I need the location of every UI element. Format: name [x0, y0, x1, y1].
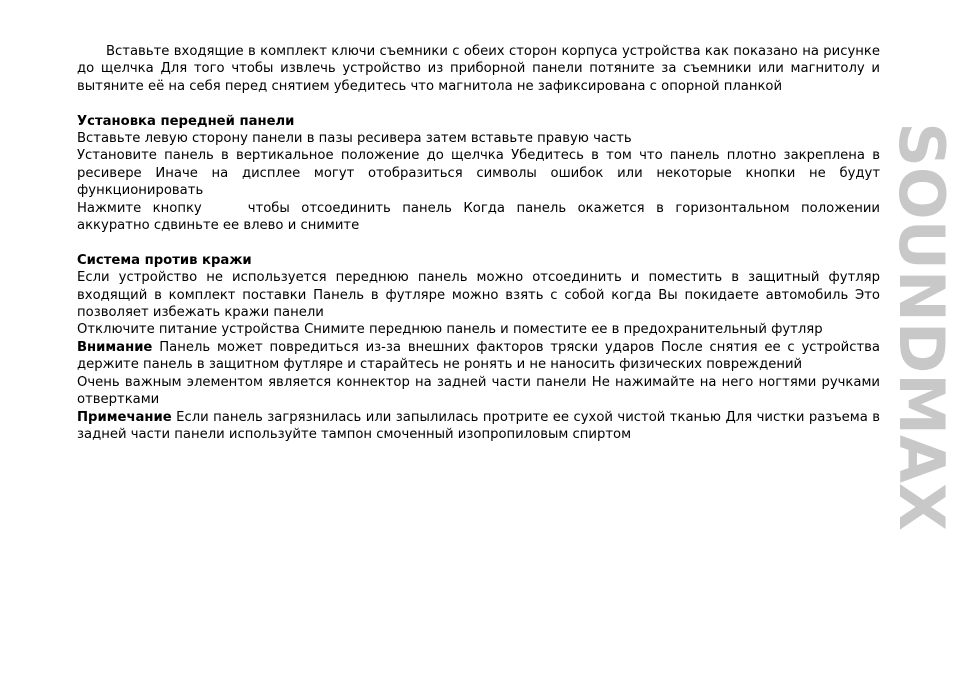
brand-logo-text: SOUNDMAX	[884, 121, 958, 531]
paragraph-spacer	[77, 234, 880, 251]
front-panel-heading: Установка передней панели	[77, 113, 295, 129]
warning-text: Панель может повредиться из-за внешних факторов тряски ударов После снятия ее с устройства держите панель в защитном футляре и старайтесь не ронять и не наносить физических повреждений	[77, 339, 880, 373]
paragraph-spacer	[77, 95, 880, 112]
anti-theft-paragraph-2: Отключите питание устройства Снимите переднюю панель и поместите ее в предохранительный футляр	[77, 322, 823, 338]
note-text: Если панель загрязнилась или запылилась протрите ее сухой чистой тканью Для чистки разъема в задней части панели используйте тампон смоченный изопропиловым спиртом	[77, 409, 880, 442]
anti-theft-paragraph-3: Очень важным элементом является коннектор на задней части панели Не нажимайте на него ногтями ручками отвертками	[77, 374, 880, 408]
front-panel-step-2: Установите панель в вертикальное положение до щелчка Убедитесь в том что панель плотно закреплена в ресивере Иначе на дисплее могут отобразиться символы ошибок или некоторые кнопки не будут функционировать	[77, 148, 880, 199]
manual-page-text	[77, 43, 880, 443]
anti-theft-heading: Система против кражи	[77, 252, 252, 268]
warning-paragraph	[77, 339, 880, 374]
front-panel-step-3	[77, 200, 880, 235]
note-paragraph	[77, 409, 880, 444]
front-panel-step-1: Вставьте левую сторону панели в пазы ресивера затем вставьте правую часть	[77, 131, 632, 147]
note-label: Примечание	[77, 409, 172, 425]
warning-label: Внимание	[77, 339, 153, 355]
brand-logo	[884, 52, 958, 600]
front-panel-step-3-start: Нажмите кнопку	[77, 200, 202, 216]
anti-theft-paragraph-1: Если устройство не используется переднюю панель можно отсоединить и поместить в защитный футляр входящий в комплект поставки Панель в футляре можно взять с собой когда Вы покидаете автомобиль Это позволяет избежать кражи панели	[77, 270, 880, 321]
intro-paragraph: Вставьте входящие в комплект ключи съемники с обеих сторон корпуса устройства как показано на рисунке до щелчка Для того чтобы извлечь устройство из приборной панели потяните за съемники или магнитолу и вытяните её на себя перед снятием убедитесь что магнитола не зафиксирована с опорной планкой	[77, 44, 880, 94]
front-panel-step-3-end: чтобы отсоединить панель Когда панель окажется в горизонтальном положении аккуратно сдвиньте ее влево и снимите	[77, 200, 880, 234]
